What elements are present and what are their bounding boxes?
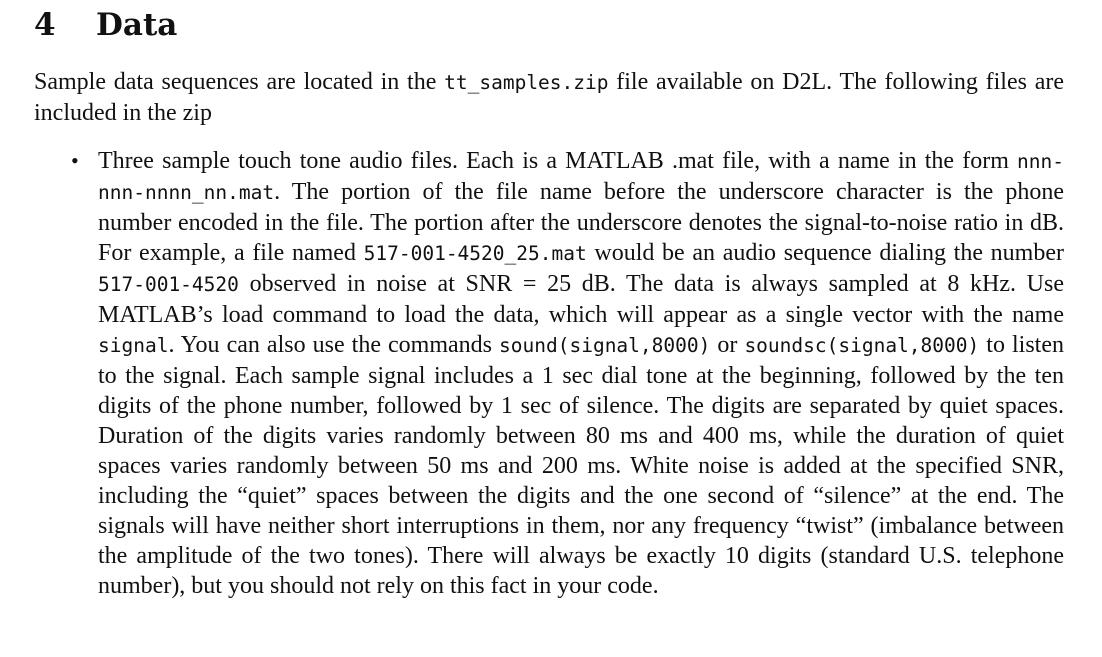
sound-command: sound(signal,8000): [499, 334, 711, 357]
bullet-text-1: Three sample touch tone audio files. Each is a MATLAB .mat file, with a name in the form: [98, 148, 1018, 174]
section-title: Data: [96, 7, 178, 43]
section-number: 4: [34, 7, 56, 43]
signal-variable: signal: [98, 334, 169, 357]
zip-filename: tt_samples.zip: [444, 71, 609, 94]
file-list: [34, 146, 1064, 601]
bullet-text-3: would be an audio sequence dialing the number: [586, 240, 1064, 266]
filename-pattern: nnn-nnn-nnnn_nn.mat: [98, 150, 1064, 204]
intro-paragraph: [34, 67, 1064, 128]
section-heading: [34, 6, 177, 44]
soundsc-command: soundsc(signal,8000): [744, 334, 980, 357]
bullet-text-5: . You can also use the commands: [168, 332, 500, 358]
example-phone-number: 517-001-4520: [98, 273, 239, 296]
bullet-text-2: . The portion of the file name before the underscore character is the phone number encoded in the file. The portion after the underscore denotes the signal-to-noise ratio in dB. For example, a file named: [98, 179, 1064, 266]
intro-text-after: file available on D2L. The following files are included in the zip: [34, 69, 1064, 126]
bullet-text-6: or: [710, 332, 745, 358]
bullet-text-7: to listen to the signal. Each sample signal includes a 1 sec dial tone at the beginning, followed by the ten digits of the phone number, followed by 1 sec of silence. The digits are separated by quiet spaces. Duration of the digits varies randomly between 80 ms and 400 ms, while the duration of quiet spaces varies randomly between 50 ms and 200 ms. White noise is added at the specified SNR, including the “quiet” spaces between the digits and the one second of “silence” at the end. The signals will have neither short interruptions in them, nor any frequency “twist” (imbalance between the amplitude of the two tones). There will always be exactly 10 digits (standard U.S. telephone number), but you should not rely on this fact in your code.: [98, 332, 1064, 599]
example-filename: 517-001-4520_25.mat: [363, 242, 587, 265]
intro-text-before: Sample data sequences are located in the: [34, 69, 445, 95]
bullet-marker: •: [71, 148, 79, 173]
list-item: [34, 146, 1064, 601]
bullet-text-4: observed in noise at SNR = 25 dB. The data is always sampled at 8 kHz. Use MATLAB’s load command to load the data, which will appear as a single vector with the name: [98, 271, 1064, 328]
